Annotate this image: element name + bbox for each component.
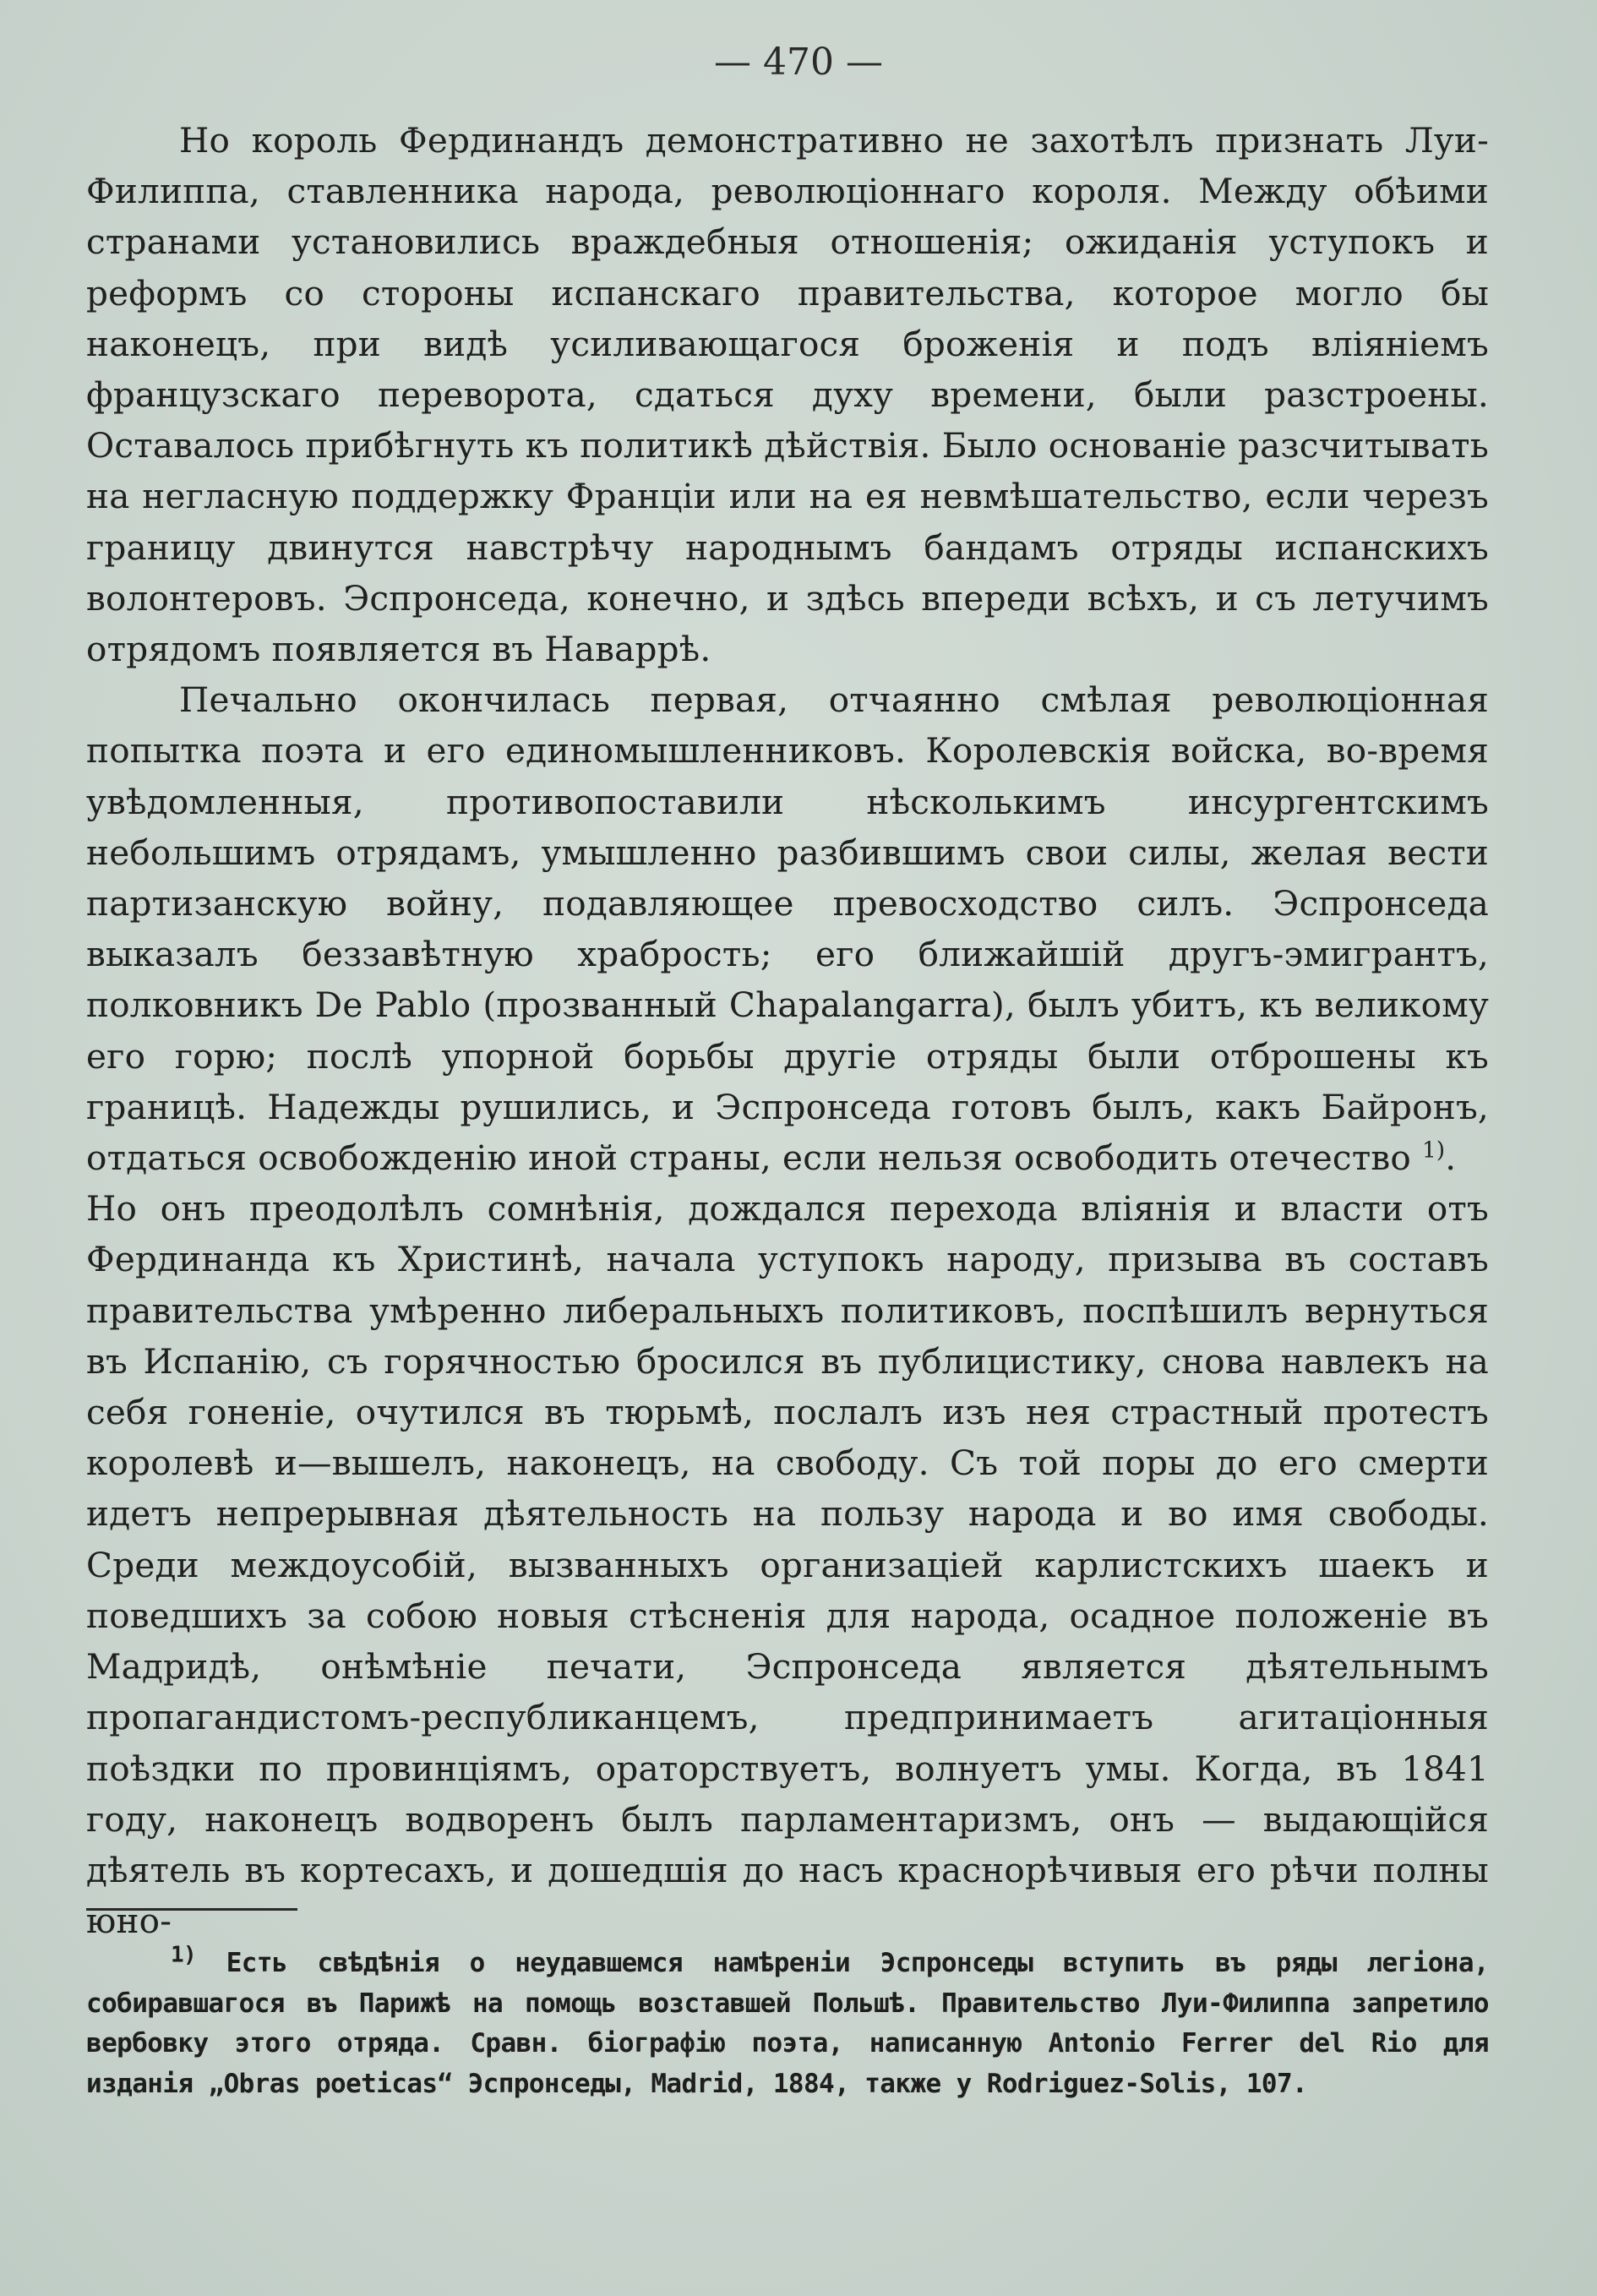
paragraph-3: Но онъ преодолѣлъ сомнѣнія, дождался перехода вліянія и власти отъ Фердинанда къ Христинѣ, начала уступокъ народу, призыва въ составъ правительства умѣренно либеральныхъ политиковъ, поспѣшилъ вернуться въ Испанію, съ горячностью бросился въ публицистику, снова навлекъ на себя гоненіе, очутился въ тюрьмѣ, послалъ изъ нея страстный протестъ королевѣ и—вышелъ, наконецъ, на свободу. Съ той поры до его смерти идетъ непрерывная дѣятельность на пользу народа и во имя свободы. Среди междоусобій, вызванныхъ организаціей карлистскихъ шаекъ и поведшихъ за собою новыя стѣсненія для народа, осадное положеніе въ Мадридѣ, онѣмѣніе печати, Эспронседа является дѣятельнымъ пропагандистомъ-республиканцемъ, предпринимаетъ агитаціонныя поѣздки по провинціямъ, ораторствуетъ, волнуетъ умы. Когда, въ 1841 году, наконецъ водворенъ былъ парламентаризмъ, онъ — выдающійся дѣятель въ кортесахъ, и дошедшія до насъ краснорѣчивыя его рѣчи полны юно- [86,1188,1489,1942]
page-number: — 470 — [714,41,883,84]
footnote-divider [86,1908,297,1911]
paragraph-1: Но король Фердинандъ демонстративно не захотѣлъ признать Луи-Филиппа, ставленника народа, революціоннаго короля. Между обѣими странами установились враждебныя отношенія; ожиданія уступокъ и реформъ со стороны испанскаго правительства, которое могло бы наконецъ, при видѣ усиливающагося броженія и подъ вліяніемъ французскаго переворота, сдаться духу времени, были разстроены. Оставалось прибѣгнуть къ политикѣ дѣйствія. Было основаніе разсчитывать на негласную поддержку Франціи или на ея невмѣшательство, если черезъ границу двинутся навстрѣчу народнымъ бандамъ отряды испанскихъ волонтеровъ. Эспронседа, конечно, и здѣсь впереди всѣхъ, и съ летучимъ отрядомъ появляется въ Наваррѣ. [86,120,1489,670]
paragraph-2: Печально окончилась первая, отчаянно смѣлая революціонная попытка поэта и его единомышленниковъ. Королевскія войска, во-время увѣдомленныя, противопоставили нѣсколькимъ инсургентскимъ небольшимъ отрядамъ, умышленно разбившимъ свои силы, желая вести партизанскую войну, подавляющее превосходство силъ. Эспронседа выказалъ беззавѣтную храбрость; его ближайшій другъ-эмигрантъ, полковникъ De Pablo (прозванный Chapalangarra), былъ убитъ, къ великому его горю; послѣ упорной борьбы другіе отряды были отброшены къ границѣ. Надежды рушились, и Эспронседа готовъ былъ, какъ Байронъ, отдаться освобожденію иной страны, если нельзя освободить отечество $^{1)}$. [86,679,1489,1179]
footnote-text: Есть свѣдѣнія о неудавшемся намѣреніи Эспронседы вступить въ ряды легіона, собиравшагося въ Парижѣ на помощь возставшей Польшѣ. Правительство Луи-Филиппа запретило вербовку этого отряда. Сравн. біографію поэта, написанную Antonio Ferrer del Rio для изданія „Obras poeticas“ Эспронседы, Madrid, 1884, также у Rodriguez-Solis, 107. [86,1948,1489,2099]
footnote-marker: 1) [171,1942,197,1968]
paragraph-2-text: Печально окончилась первая, отчаянно смѣлая революціонная попытка поэта и его единомышленниковъ. Королевскія войска, во-время увѣдомленныя, противопоставили нѣсколькимъ инсургентскимъ небольшимъ отрядамъ, умышленно разбившимъ свои силы, желая вести партизанскую войну, подавляющее превосходство силъ. Эспронседа выказалъ беззавѣтную храбрость; его ближайшій другъ-эмигрантъ, полковникъ De Pablo (прозванный Chapalangarra), былъ убитъ, къ великому его горю; послѣ упорной борьбы другіе отряды были отброшены къ границѣ. Надежды рушились, и Эспронседа готовъ былъ, какъ Байронъ, отдаться освобожденію иной страны, если нельзя освободить отечество [86,679,1489,1179]
main-text [86,115,1489,1946]
footnote-reference[interactable]: 1) [1422,1137,1446,1164]
footnote [86,1944,1489,2104]
